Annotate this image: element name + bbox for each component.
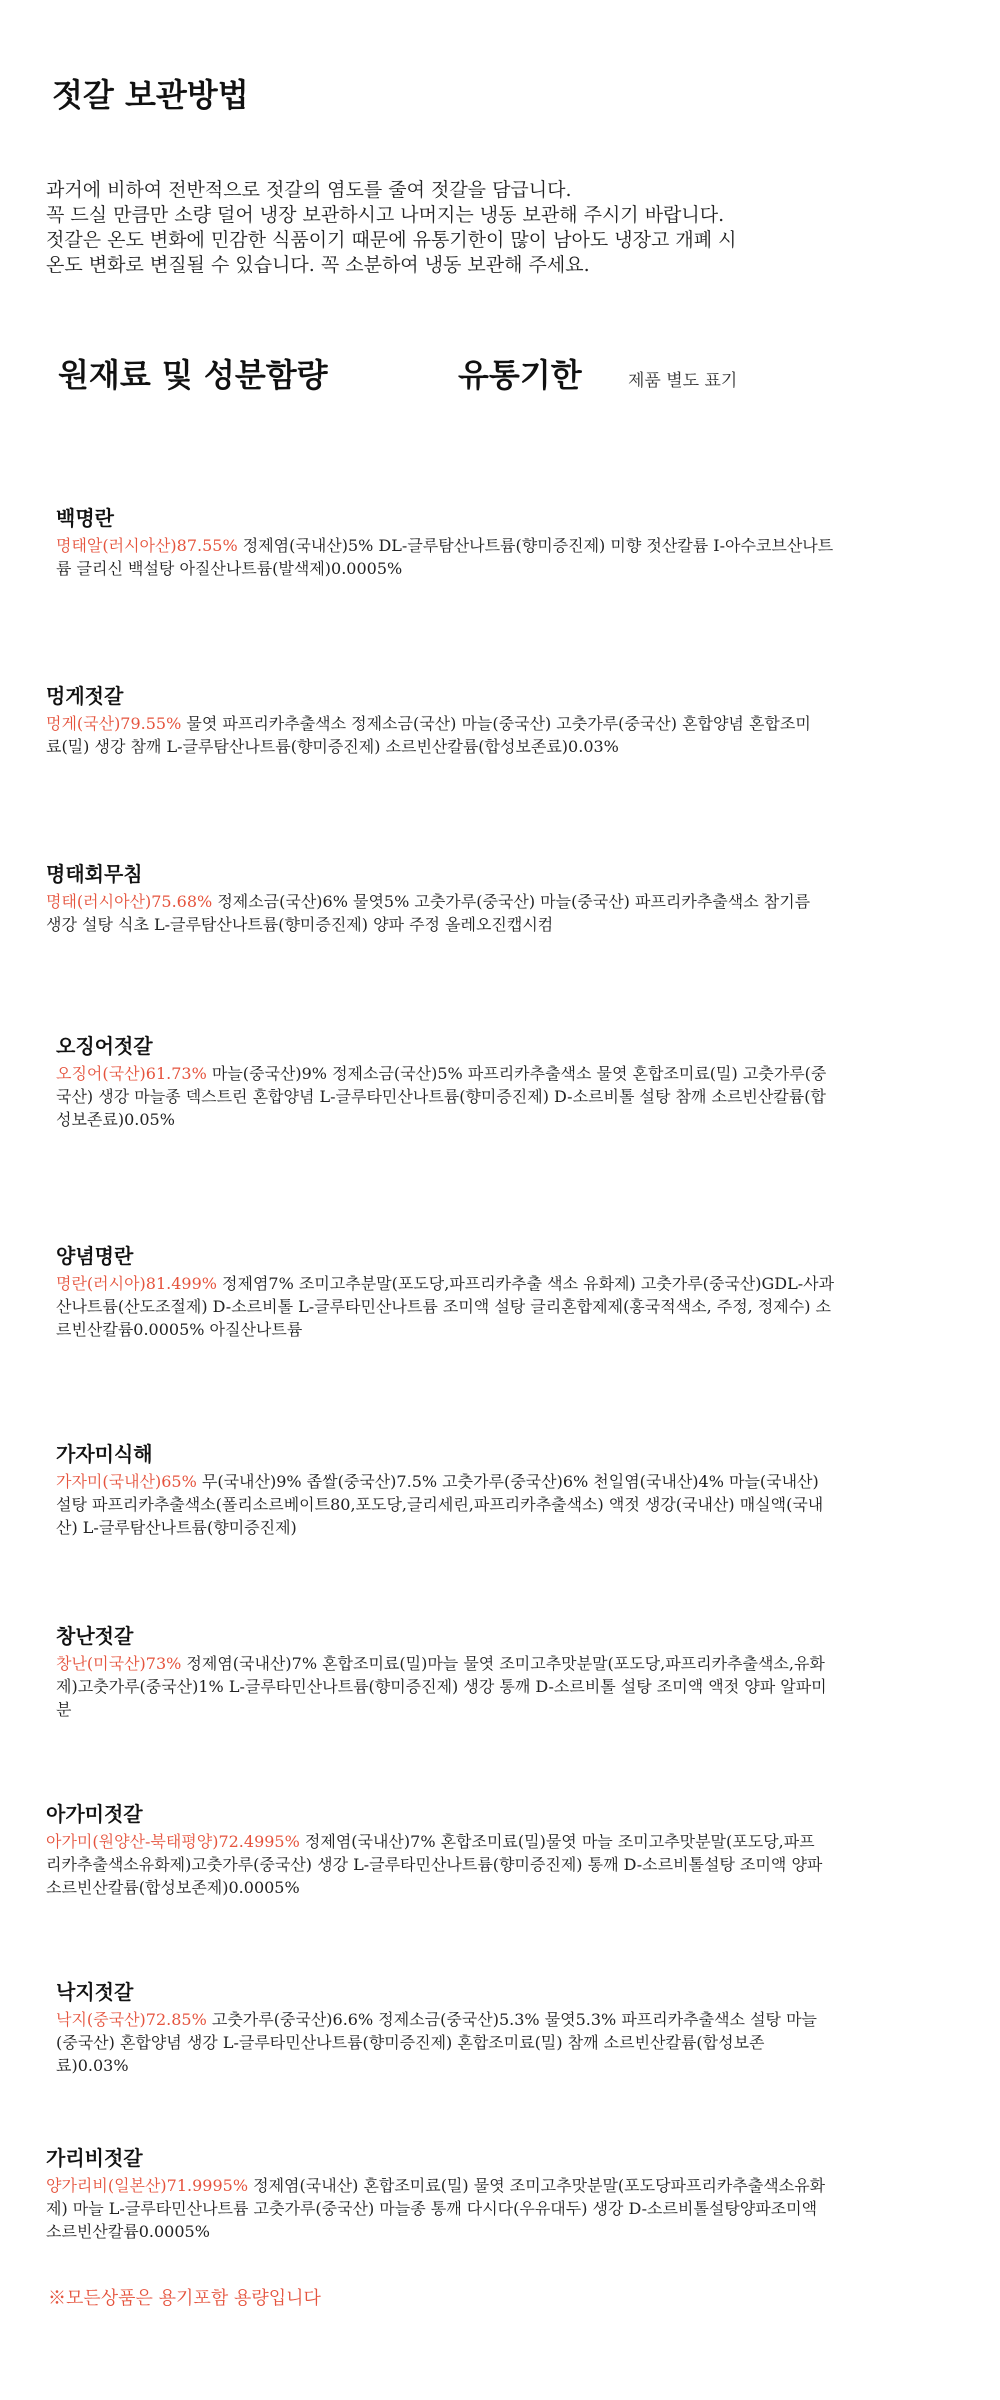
other-ingredients: 정제염7% 조미고추분말(포도당,파프리카추출 색소 유화제) 고춧가루(중국산)GDL-사과산나트륨(산도조절제) D-소르비톨 L-글루타민산나트륨 조미액 설탕 글리혼합제제(홍국적색소, 주정, 정제수) 소르빈산칼륨0.0005% 아질산나트륨 — [56, 1274, 835, 1339]
product-item-myeongtae — [46, 858, 826, 936]
intro-line: 꼭 드실 만큼만 소량 덜어 냉장 보관하시고 나머지는 냉동 보관해 주시기 바랍니다. — [46, 204, 725, 226]
product-name: 양념명란 — [56, 1244, 134, 1268]
product-name: 가리비젓갈 — [46, 2146, 143, 2170]
product-ingredients — [46, 1830, 826, 1899]
product-name: 창난젓갈 — [56, 1624, 134, 1648]
container-weight-footnote: ※모든상품은 용기포함 용량입니다 — [48, 2288, 321, 2309]
product-item-garibi — [46, 2142, 826, 2243]
other-ingredients: 정제염(국내산) 혼합조미료(밀) 물엿 조미고추맛분말(포도당파프리카추출색소유화제) 마늘 L-글루타민산나트륨 고춧가루(중국산) 마늘종 통깨 다시다(우유대두) 생강 D-소르비톨설탕양파조미액소르빈산칼륨0.0005% — [46, 2176, 826, 2241]
ingredients-heading: 원재료 및 성분함량 — [58, 356, 328, 394]
product-ingredients — [56, 1062, 836, 1131]
main-ingredient: 창난(미국산)73% — [56, 1654, 182, 1673]
main-ingredient: 명태(러시아산)75.68% — [46, 892, 213, 911]
other-ingredients: 정제소금(국산)6% 물엿5% 고춧가루(중국산) 마늘(중국산) 파프리카추출색소 참기름 생강 설탕 식초 L-글루탐산나트륨(향미증진제) 양파 주정 올레오진캡시컴 — [46, 892, 811, 934]
product-item-agami — [46, 1798, 826, 1899]
main-ingredient: 오징어(국산)61.73% — [56, 1064, 207, 1083]
intro-line: 온도 변화로 변질될 수 있습니다. 꼭 소분하여 냉동 보관해 주세요. — [46, 254, 590, 276]
expiry-note: 제품 별도 표기 — [628, 371, 738, 391]
main-ingredient: 명태알(러시아산)87.55% — [56, 536, 238, 555]
main-ingredient: 낙지(중국산)72.85% — [56, 2010, 207, 2029]
main-ingredient: 양가리비(일본산)71.9995% — [46, 2176, 249, 2195]
page-title: 젓갈 보관방법 — [52, 76, 249, 114]
product-ingredients — [56, 1652, 836, 1721]
main-ingredient: 아가미(원양산-북태평양)72.4995% — [46, 1832, 300, 1851]
product-ingredients — [46, 2174, 826, 2243]
product-name: 낙지젓갈 — [56, 1980, 134, 2004]
other-ingredients: 정제염(국내산)5% DL-글루탐산나트륨(향미증진제) 미향 젓산칼륨 I-아수코브산나트륨 글리신 백설탕 아질산나트륨(발색제)0.0005% — [56, 536, 834, 578]
product-name: 멍게젓갈 — [46, 684, 124, 708]
intro-line: 과거에 비하여 전반적으로 젓갈의 염도를 줄여 젓갈을 담급니다. — [46, 179, 572, 201]
other-ingredients: 고춧가루(중국산)6.6% 정제소금(중국산)5.3% 물엿5.3% 파프리카추출색소 설탕 마늘(중국산) 혼합양념 생강 L-글루타민산나트륨(향미증진제) 혼합조미료(밀) 참깨 소르빈산칼륨(합성보존료)0.03% — [56, 2010, 817, 2075]
product-item-gajami-sikhae — [56, 1438, 836, 1539]
product-ingredients — [56, 1470, 836, 1539]
main-ingredient: 명란(러시아)81.499% — [56, 1274, 217, 1293]
other-ingredients: 정제염(국내산)7% 혼합조미료(밀)마늘 물엿 조미고추맛분말(포도당,파프리카추출색소,유화제)고춧가루(중국산)1% L-글루타민산나트륨(향미증진제) 생강 통깨 D-소르비톨 설탕 조미액 액젓 양파 알파미분 — [56, 1654, 827, 1719]
other-ingredients: 정제염(국내산)7% 혼합조미료(밀)물엿 마늘 조미고추맛분말(포도당,파프리카추출색소유화제)고춧가루(중국산) 생강 L-글루타민산나트륨(향미증진제) 통깨 D-소르비톨설탕 조미액 양파 소르빈산칼륨(합성보존제)0.0005% — [46, 1832, 823, 1897]
expiry-heading: 유통기한 — [458, 356, 582, 394]
section-header — [58, 350, 958, 400]
product-name: 백명란 — [56, 506, 114, 530]
other-ingredients: 무(국내산)9% 좁쌀(중국산)7.5% 고춧가루(중국산)6% 천일염(국내산)4% 마늘(국내산) 설탕 파프리카추출색소(폴리소르베이트80,포도당,글리세린,파프리카추출색소) 액젓 생강(국내산) 매실액(국내산) L-글루탐산나트륨(향미증진제) — [56, 1472, 824, 1537]
other-ingredients: 물엿 파프리카추출색소 정제소금(국산) 마늘(중국산) 고춧가루(중국산) 혼합양념 혼합조미료(밀) 생강 참깨 L-글루탐산나트륨(향미증진제) 소르빈산칼륨(합성보존료)0.03% — [46, 714, 811, 756]
product-name: 아가미젓갈 — [46, 1802, 143, 1826]
product-name: 가자미식해 — [56, 1442, 153, 1466]
product-item-yangnyeom-myeongran — [56, 1240, 836, 1341]
product-name: 명태회무침 — [46, 862, 143, 886]
product-ingredients — [56, 1272, 836, 1341]
product-item-ojingeo — [56, 1030, 836, 1131]
product-item-meongge — [46, 680, 826, 758]
product-item-nakji — [56, 1976, 836, 2077]
product-item-changnan — [56, 1620, 836, 1721]
product-item-baekmyeongran — [56, 502, 836, 580]
other-ingredients: 마늘(중국산)9% 정제소금(국산)5% 파프리카추출색소 물엿 혼합조미료(밀) 고춧가루(중국산) 생강 마늘종 덱스트린 혼합양념 L-글루타민산나트륨(향미증진제) D-소르비톨 설탕 참깨 소르빈산칼륨(합성보존료)0.05% — [56, 1064, 827, 1129]
main-ingredient: 멍게(국산)79.55% — [46, 714, 182, 733]
main-ingredient: 가자미(국내산)65% — [56, 1472, 197, 1491]
product-ingredients — [46, 712, 826, 758]
storage-intro — [46, 178, 926, 278]
product-name: 오징어젓갈 — [56, 1034, 153, 1058]
product-ingredients — [56, 534, 836, 580]
product-ingredients — [56, 2008, 836, 2077]
intro-line: 젓갈은 온도 변화에 민감한 식품이기 때문에 유통기한이 많이 남아도 냉장고 개폐 시 — [46, 229, 737, 251]
product-ingredients — [46, 890, 826, 936]
